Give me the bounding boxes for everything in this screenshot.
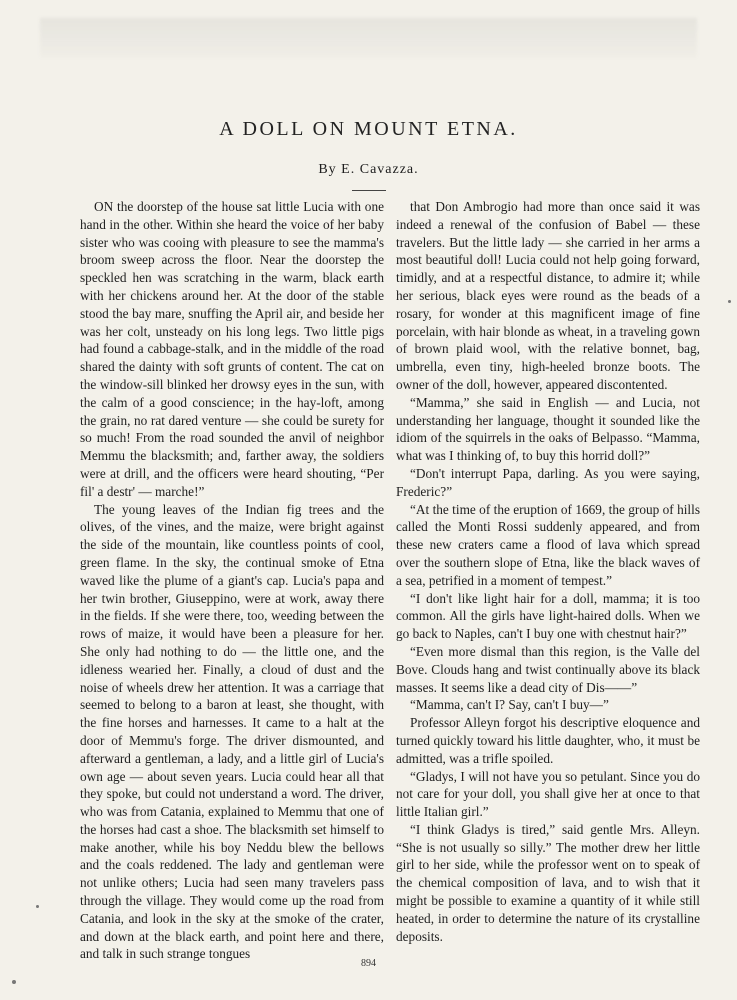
right-column <box>396 198 700 945</box>
paragraph: “Even more dismal than this region, is the Valle del Bove. Clouds hang and twist continually above its black masses. It seems like a dead city of Dis——” <box>396 643 700 695</box>
paragraph: “Don't interrupt Papa, darling. As you were saying, Frederic?” <box>396 465 700 499</box>
article-byline: By E. Cavazza. <box>318 162 419 177</box>
paragraph: “I don't like light hair for a doll, mamma; it is too common. All the girls have light-haired dolls. When we go back to Naples, can't I buy one with chestnut hair?” <box>396 590 700 642</box>
paragraph: “Mamma,” she said in English — and Lucia, not understanding her language, thought it sounded like the idiom of the squirrels in the oaks of Belpasso. “Mamma, what was I thinking of, to buy this horrid doll?” <box>396 394 700 464</box>
show-through-text <box>40 18 697 58</box>
article-title: A DOLL ON MOUNT ETNA. <box>219 118 518 140</box>
paragraph: ON the doorstep of the house sat little Lucia with one hand in the other. Within she heard the voice of her baby sister who was cooing with pleasure to see the mamma's broom sweep across the floor. Near the doorstep the speckled hen was scratching in the warm, black earth with her chickens around her. At the door of the stable stood the bay mare, snuffing the April air, and beside her was her colt, unsteady on his long legs. Two little pigs had found a cabbage-stalk, and in the middle of the road shared the dainty with soft grunts of content. The cat on the window-sill blinked her drowsy eyes in the sun, with the calm of a good conscience; in the hay-loft, among the grain, no rat dared venture — she could be surety for so much! From the road sounded the anvil of neighbor Memmu the blacksmith; and, farther away, the soldiers were at drill, and the officers were heard shouting, “Per fil' a destr' — marche!” <box>80 199 384 499</box>
ink-speck <box>728 300 731 303</box>
paragraph: The young leaves of the Indian fig trees and the olives, of the vines, and the maize, were bright against the side of the mountain, like countless points of cool, green flame. In the sky, the continual smoke of Etna waved like the plume of a giant's cap. Lucia's papa and her twin brother, Giuseppino, were at work, away there in the fields. If she were there, too, weeding between the rows of maize, it would have been a pleasure for her. She only had nothing to do — the little one, and the idleness wearied her. Finally, a cloud of dust and the noise of wheels drew her attention. It was a carriage that seemed to belong to a baron at least, she thought, with the fine horses and harnesses. It came to a halt at the door of Memmu's forge. The driver dismounted, and afterward a gentleman, a lady, and a little girl of Lucia's own age — about seven years. Lucia could hear all that they spoke, but could not understand a word. The driver, who was from Catania, explained to Memmu that one of the horses had cast a shoe. The blacksmith set himself to make another, while his boy Neddu blew the bellows and the coals reddened. The lady and gentleman were not unlike others; Lucia had seen many travelers pass through the village. They would come up the road from Catania, and look in the sky at the smoke of the crater, and down at the black earth, and point here and there, and talk in such strange tongues <box>80 501 384 962</box>
paragraph: “I think Gladys is tired,” said gentle Mrs. Alleyn. “She is not usually so silly.” The mother drew her little girl to her side, while the professor went on to speak of the chemical composition of lava, and to wish that it might be possible to examine a quantity of it while still heated, in order to determine the nature of its crystalline deposits. <box>396 821 700 944</box>
paragraph: that Don Ambrogio had more than once said it was indeed a renewal of the confusion of Babel — these travelers. But the little lady — she carried in her arms a most beautiful doll! Lucia could not help going forward, timidly, and at a respectful distance, to admire it; while her serious, black eyes were round as the beads of a rosary, for wonder at this magnificent image of fine porcelain, with hair blonde as wheat, in a traveling gown of brown plaid wool, with the relative bonnet, bag, umbrella, even tiny, high-heeled bronze boots. The owner of the doll, however, appeared discontented. <box>396 199 700 392</box>
ink-speck <box>12 980 16 984</box>
left-column <box>80 198 384 963</box>
paragraph: “Mamma, can't I? Say, can't I buy—” <box>410 697 609 713</box>
title-rule <box>352 190 386 191</box>
ink-speck <box>36 905 39 908</box>
paragraph: “Gladys, I will not have you so petulant. Since you do not care for your doll, you shall give her at once to that little Italian girl.” <box>396 768 700 820</box>
paragraph: Professor Alleyn forgot his descriptive eloquence and turned quickly toward his little daughter, who, it must be admitted, was a trifle spoiled. <box>396 715 700 766</box>
paragraph: “At the time of the eruption of 1669, the group of hills called the Monti Rossi suddenly appeared, and from these new craters came a flood of lava which spread over the southern slope of Etna, like the black waves of a sea, petrified in a moment of tempest.” <box>396 501 700 588</box>
page-number: 894 <box>361 958 376 969</box>
